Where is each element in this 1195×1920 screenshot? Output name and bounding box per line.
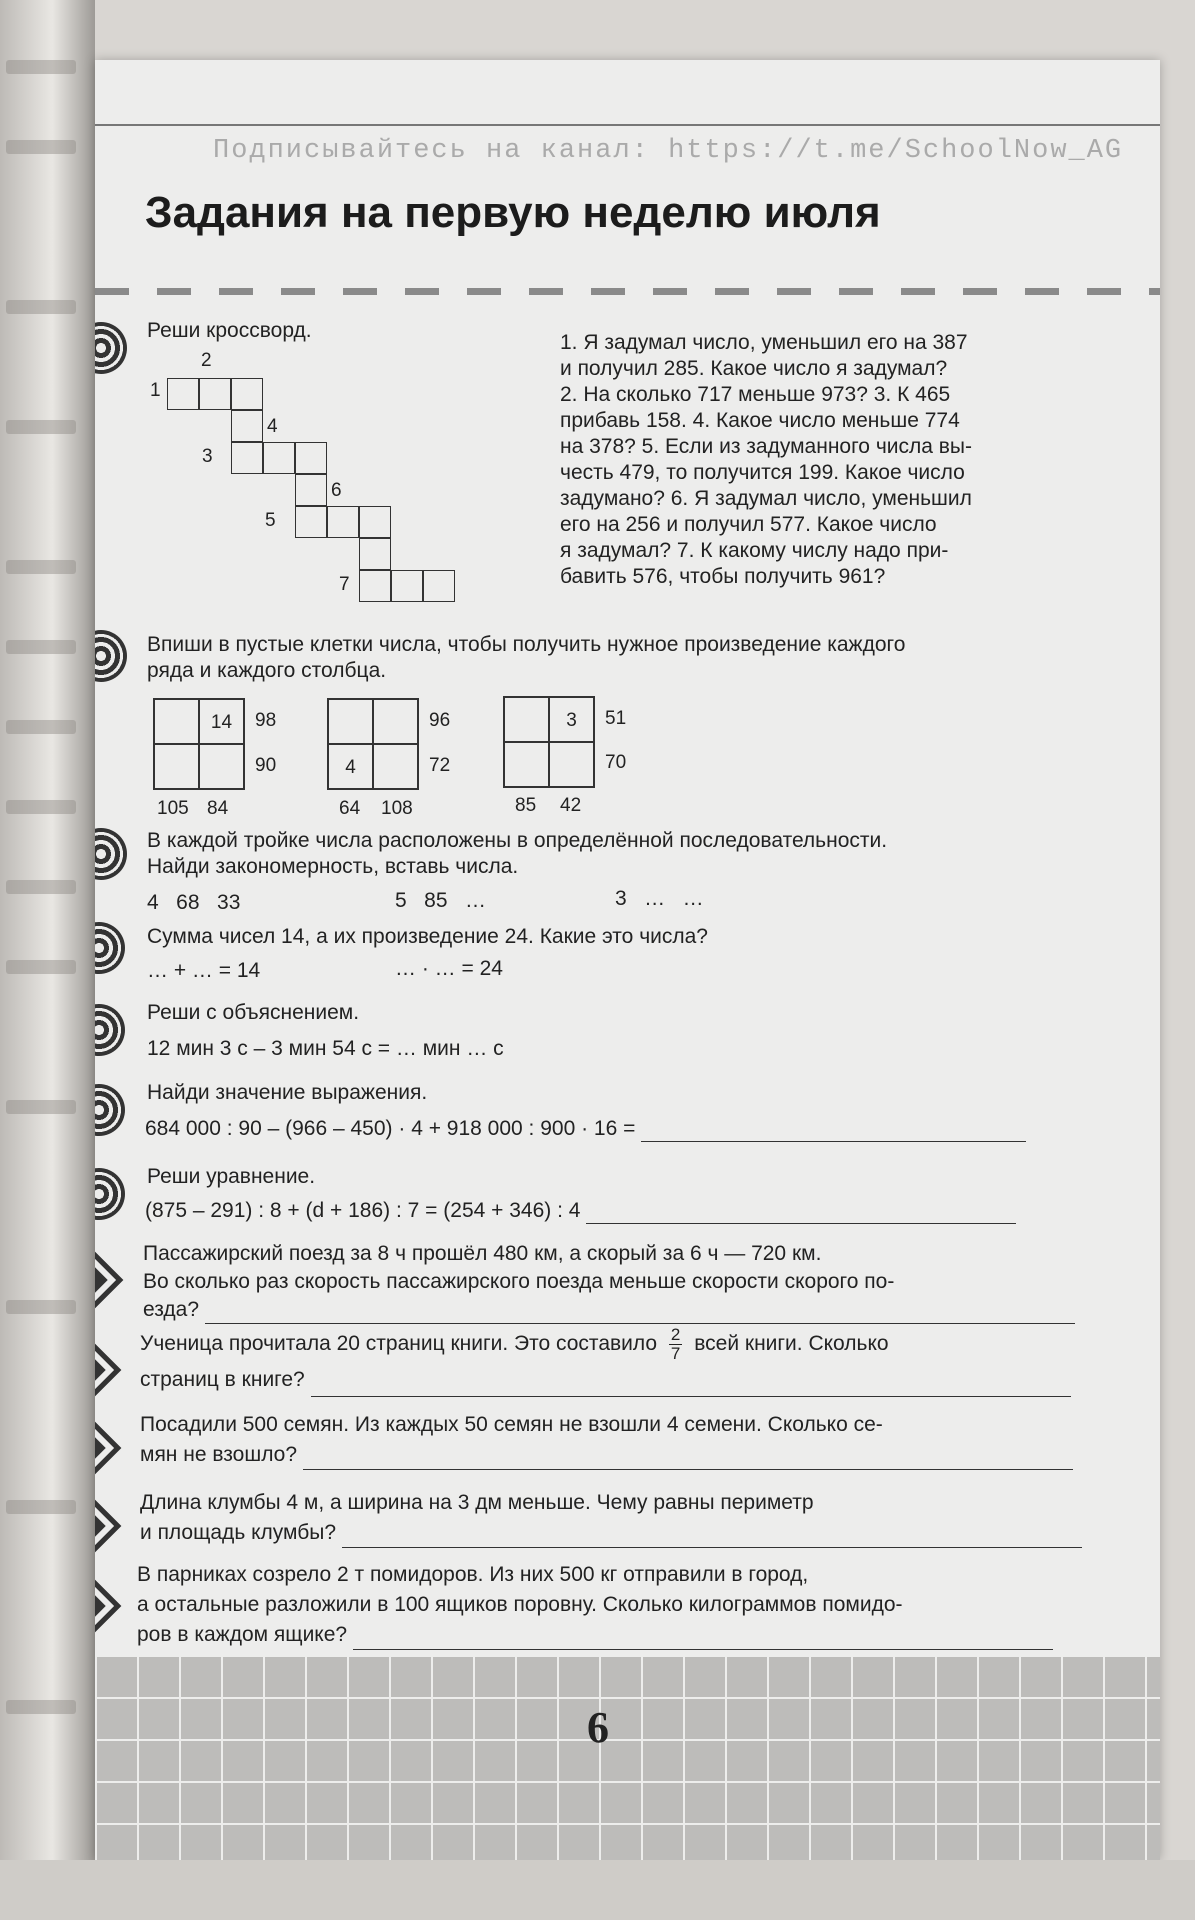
spiral-icon [95,1084,125,1136]
number-triple: 4 68 33 [147,891,241,914]
product-cell[interactable] [328,699,373,744]
answer-line[interactable] [353,1630,1053,1650]
answer-line[interactable] [342,1528,1082,1548]
column-product: 84 [207,798,229,819]
diamond-icon [95,1578,121,1635]
crossword-number: 5 [265,510,276,531]
number-triple: 5 85 … [395,889,487,912]
row-product: 70 [605,752,627,773]
product-cell[interactable] [199,744,244,789]
column-product: 105 [157,798,189,819]
crossword-cell[interactable] [359,570,391,602]
product-cell[interactable] [154,699,199,744]
crossword-number: 3 [202,446,213,467]
product-equation: … · … = 24 [395,957,503,980]
diamond-icon [95,1342,121,1399]
product-cell[interactable] [504,742,549,787]
crossword-cell[interactable] [359,506,391,538]
spiral-icon [95,828,127,880]
crossword-cell[interactable] [327,506,359,538]
crossword-number: 1 [150,380,161,401]
number-triple: 3 … … [615,887,704,910]
spiral-icon [95,1004,125,1056]
row-product: 72 [429,755,451,776]
answer-line[interactable] [303,1450,1073,1470]
crossword-cell[interactable] [423,570,455,602]
product-cell[interactable] [549,742,594,787]
product-grid-3 [503,696,595,788]
diamond-icon [95,1498,121,1555]
crossword-cell[interactable] [295,442,327,474]
time-instruction: Реши с объяснением. [147,1001,360,1024]
crossword-number: 6 [331,480,342,501]
top-rule [95,124,1160,126]
crossword-cell[interactable] [359,538,391,570]
crossword-cell[interactable] [199,378,231,410]
train-problem: Пассажирский поезд за 8 ч прошёл 480 км, а скорый за 6 ч — 720 км. Во сколько раз скорость пассажирского поезда меньше скорости скорого по- езда? [143,1240,1098,1324]
answer-line[interactable] [311,1377,1071,1397]
crossword-cell[interactable] [231,442,263,474]
product-grid-1 [153,698,245,790]
expression-instruction: Найди значение выражения. [147,1081,428,1104]
column-product: 42 [560,795,582,816]
answer-line[interactable] [641,1122,1026,1142]
product-grid-2 [327,698,419,790]
product-cell[interactable] [154,744,199,789]
product-cell[interactable] [373,744,418,789]
row-product: 90 [255,755,277,776]
row-product: 51 [605,708,627,729]
sum-product-question: Сумма чисел 14, а их произведение 24. Какие это числа? [147,925,708,948]
column-product: 64 [339,798,361,819]
row-product: 98 [255,710,277,731]
product-cell[interactable] [373,699,418,744]
crossword-instruction: Реши кроссворд. [147,319,312,342]
crossword-cell[interactable] [263,442,295,474]
dashed-divider [95,288,1160,295]
column-product: 108 [381,798,413,819]
crossword-number: 4 [267,416,278,437]
diamond-icon [95,1252,123,1309]
answer-line[interactable] [205,1304,1075,1324]
fraction: $\frac{2}{7}$ [670,1325,681,1363]
product-cell: 4 [328,744,373,789]
diamond-icon [95,1420,121,1477]
crossword-clues: 1. Я задумал число, уменьшил его на 387 и получил 285. Какое число я задумал? 2. На сколько 717 меньше 973? 3. К 465 прибавь 158. 4. Какое число меньше 774 на 378? 5. Если из задуманного числа вы- честь 479, то получится 199. Какое число задумано? 6. Я задумал число, уменьшил его на 256 и получил 577. Какое число я задумал? 7. К какому числу надо при- бавить 576, чтобы получить 961? [560,331,973,588]
crossword-cell[interactable] [391,570,423,602]
crossword-cell[interactable] [167,378,199,410]
spiral-icon [95,922,125,974]
row-product: 96 [429,710,451,731]
crossword-number: 7 [339,574,350,595]
workbook-page [95,60,1160,1860]
column-product: 85 [515,795,537,816]
products-instruction: Впиши в пустые клетки числа, чтобы получить нужное произведение каждого ряда и каждого столбца. [147,633,906,682]
seeds-problem: Посадили 500 семян. Из каждых 50 семян не взошли 4 семени. Сколько се- мян не взошло? [140,1410,1100,1470]
spiral-icon [95,1168,125,1220]
equation-instruction: Реши уравнение. [147,1165,316,1188]
equation-line: (875 – 291) : 8 + (d + 186) : 7 = (254 + 346) : 4 [145,1198,1016,1224]
sum-equation: … + … = 14 [147,959,261,982]
product-cell[interactable] [504,697,549,742]
background-surface [0,1860,1195,1920]
product-cell: 3 [549,697,594,742]
crossword-cell[interactable] [231,378,263,410]
flowerbed-problem: Длина клумбы 4 м, а ширина на 3 дм меньше. Чему равны периметр и площадь клумбы? [140,1488,1100,1548]
tomatoes-problem: В парниках созрело 2 т помидоров. Из них 500 кг отправили в город, а остальные разложили в 100 ящиков поровну. Сколько килограммов помидо- ров в каждом ящике? [137,1560,1102,1650]
expression-line: 684 000 : 90 – (966 – 450) · 4 + 918 000 : 900 · 16 = [145,1116,1026,1142]
time-expression: 12 мин 3 с – 3 мин 54 с = … мин … с [147,1037,504,1060]
crossword-number: 2 [201,350,212,371]
product-cell: 14 [199,699,244,744]
pattern-instruction: В каждой тройке числа расположены в определённой последовательности. Найди закономерность, вставь числа. [147,829,888,878]
page-number: 6 [587,1703,609,1752]
crossword-cell[interactable] [295,506,327,538]
footer-grid [95,1655,1160,1860]
answer-line[interactable] [586,1204,1016,1224]
spiral-icon [95,630,127,682]
book-problem: Ученица прочитала 20 страниц книги. Это составило $\frac{2}{7}$ всей книги. Сколько страниц в книге? [140,1326,1100,1397]
spiral-icon [95,322,127,374]
adjacent-book-spine [0,0,95,1920]
channel-watermark: Подписывайтесь на канал: https://t.me/SchoolNow_AG [213,136,1124,166]
page-title: Задания на первую неделю июля [145,188,881,237]
crossword-cell[interactable] [231,410,263,442]
crossword-cell[interactable] [295,474,327,506]
